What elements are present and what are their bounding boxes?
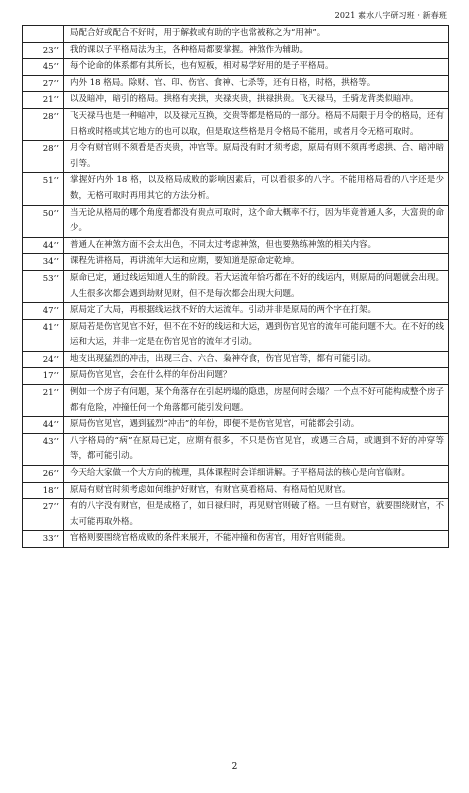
table-row bbox=[23, 59, 449, 76]
content-cell: 课程先讲格局，再讲流年大运和应期，要知道是原命定乾坤。 bbox=[64, 254, 449, 270]
table-row bbox=[23, 43, 449, 60]
content-cell: 今天给大家做一个大方向的梳理，具体课程时会详细讲解。子平格局法的核心是向官临财。 bbox=[64, 466, 449, 482]
duration-cell: 51’’ bbox=[23, 173, 64, 204]
table-row bbox=[23, 483, 449, 500]
table-row bbox=[23, 26, 449, 43]
content-cell: 原局若是伤官见官不好，但不在不好的线运和大运，遇到伤官见官的流年可能问题不大。在不好的线运和大运，并非一定是在伤官见官的流年才引动。 bbox=[64, 320, 449, 351]
duration-cell: 47’’ bbox=[23, 303, 64, 319]
table-row bbox=[23, 271, 449, 303]
table-row bbox=[23, 173, 449, 205]
duration-cell: 50’’ bbox=[23, 206, 64, 237]
content-cell: 原命已定，通过线运知道人生的阶段。若大运流年恰巧都在不好的线运内，则原局的问题就会出现。人生很多次都会遇到劫财见财，但不是每次都会出现大问题。 bbox=[64, 271, 449, 302]
duration-cell: 17’’ bbox=[23, 368, 64, 384]
duration-cell: 34’’ bbox=[23, 254, 64, 270]
duration-cell: 33’’ bbox=[23, 531, 64, 547]
content-cell: 例如一个房子有问题，某个角落存在引起坍塌的隐患，房屋何时会塌？一个点不好可能构成整个房子都有危险，冲撞任何一个角落都可能引发问题。 bbox=[64, 385, 449, 416]
duration-cell: 28’’ bbox=[23, 141, 64, 172]
table-row bbox=[23, 531, 449, 548]
content-cell: 局配合好或配合不好时，用于解救或有助的字也常被称之为“用神”。 bbox=[64, 26, 449, 42]
content-cell: 原局定了大局，再根据线运找不好的大运流年。引动并非是原局的两个字在打架。 bbox=[64, 303, 449, 319]
content-cell: 当无论从格局的哪个角度看都没有贵点可取时，这个命大概率不行，因为毕竟普通人多，大富贵的命少。 bbox=[64, 206, 449, 237]
table-row bbox=[23, 385, 449, 417]
table-row bbox=[23, 320, 449, 352]
duration-cell: 21’’ bbox=[23, 92, 64, 108]
table-row bbox=[23, 109, 449, 141]
duration-cell: 23’’ bbox=[23, 43, 64, 59]
table-row bbox=[23, 499, 449, 531]
table-row bbox=[23, 206, 449, 238]
content-cell: 原局伤官见官，会在什么样的年份出问题？ bbox=[64, 368, 449, 384]
table-row bbox=[23, 254, 449, 271]
duration-cell: 18’’ bbox=[23, 483, 64, 499]
content-cell: 有的八字没有财官，但是成格了，如日禄归时，再见财官则破了格。一旦有财官，就要围绕财官，不太可能再取外格。 bbox=[64, 499, 449, 530]
table-row bbox=[23, 434, 449, 466]
content-cell: 内外 18 格局。除财、官、印、伤官、食神、七杀等，还有日格，时格，拱格等。 bbox=[64, 76, 449, 92]
duration-cell: 45’’ bbox=[23, 59, 64, 75]
table-row bbox=[23, 352, 449, 369]
duration-cell: 44’’ bbox=[23, 417, 64, 433]
duration-cell: 41’’ bbox=[23, 320, 64, 351]
page-number: 2 bbox=[231, 762, 238, 772]
content-cell: 官格则要围绕官格成败的条件来展开，不能冲撞和伤害官，用好官则能贵。 bbox=[64, 531, 449, 547]
table-row bbox=[23, 466, 449, 483]
content-cell: 普通人在神煞方面不会太出色，不同太过考虑神煞，但也要熟练神煞的相关内容。 bbox=[64, 238, 449, 254]
content-cell: 原局有财官时须考虑如何维护好财官，有财官莫看格局、有格局怕见财官。 bbox=[64, 483, 449, 499]
duration-cell: 53’’ bbox=[23, 271, 64, 302]
table-row bbox=[23, 76, 449, 93]
content-cell: 原局伤官见官，遇到猛烈“冲击”的年份，即便不是伤官见官，可能都会引动。 bbox=[64, 417, 449, 433]
running-header: 2021 素水八字研习班 · 新春班 bbox=[334, 11, 447, 20]
table-row bbox=[23, 238, 449, 255]
duration-cell bbox=[23, 26, 64, 42]
table-row bbox=[23, 368, 449, 385]
content-cell: 地支出现猛烈的冲击，出现三合、六合、枭神夺食，伤官见官等，都有可能引动。 bbox=[64, 352, 449, 368]
content-cell: 我的课以子平格局法为主，各种格局都要掌握。神煞作为辅助。 bbox=[64, 43, 449, 59]
table-row bbox=[23, 417, 449, 434]
duration-cell: 26’’ bbox=[23, 466, 64, 482]
content-cell: 月令有财官则不须看是否夹贵，冲官等。原局没有时才须考虑，原局有则不须再考虑拱、合、暗冲暗引等。 bbox=[64, 141, 449, 172]
transcript-table bbox=[22, 25, 449, 548]
duration-cell: 44’’ bbox=[23, 238, 64, 254]
content-cell: 八字格局的“病”在原局已定，应期有很多，不只是伤官见官，或遇三合局，或遇到不好的冲穿等等，都可能引动。 bbox=[64, 434, 449, 465]
content-cell: 以及暗冲，暗引的格局。拱格有夹拱，夹禄夹贵，拱禄拱贵。飞天禄马，壬骑龙背类似暗冲。 bbox=[64, 92, 449, 108]
duration-cell: 27’’ bbox=[23, 76, 64, 92]
table-row bbox=[23, 92, 449, 109]
duration-cell: 21’’ bbox=[23, 385, 64, 416]
table-row bbox=[23, 303, 449, 320]
content-cell: 掌握好内外 18 格，以及格局成败的影响因素后，可以看很多的八字。不能用格局看的八字还是少数，无格可取时再用其它的方法分析。 bbox=[64, 173, 449, 204]
content-cell: 飞天禄马也是一种暗冲，以及禄元互换，交贵等都是格局的一部分。格局不局限于月令的格局，还有日格或时格或其它地方的也可以取，但是取这些格是月令格局不能用，或者月令无格可取时。 bbox=[64, 109, 449, 140]
duration-cell: 24’’ bbox=[23, 352, 64, 368]
duration-cell: 28’’ bbox=[23, 109, 64, 140]
content-cell: 每个论命的体系都有其所长，也有短板，相对易学好用的是子平格局。 bbox=[64, 59, 449, 75]
table-row bbox=[23, 141, 449, 173]
duration-cell: 43’’ bbox=[23, 434, 64, 465]
duration-cell: 27’’ bbox=[23, 499, 64, 530]
